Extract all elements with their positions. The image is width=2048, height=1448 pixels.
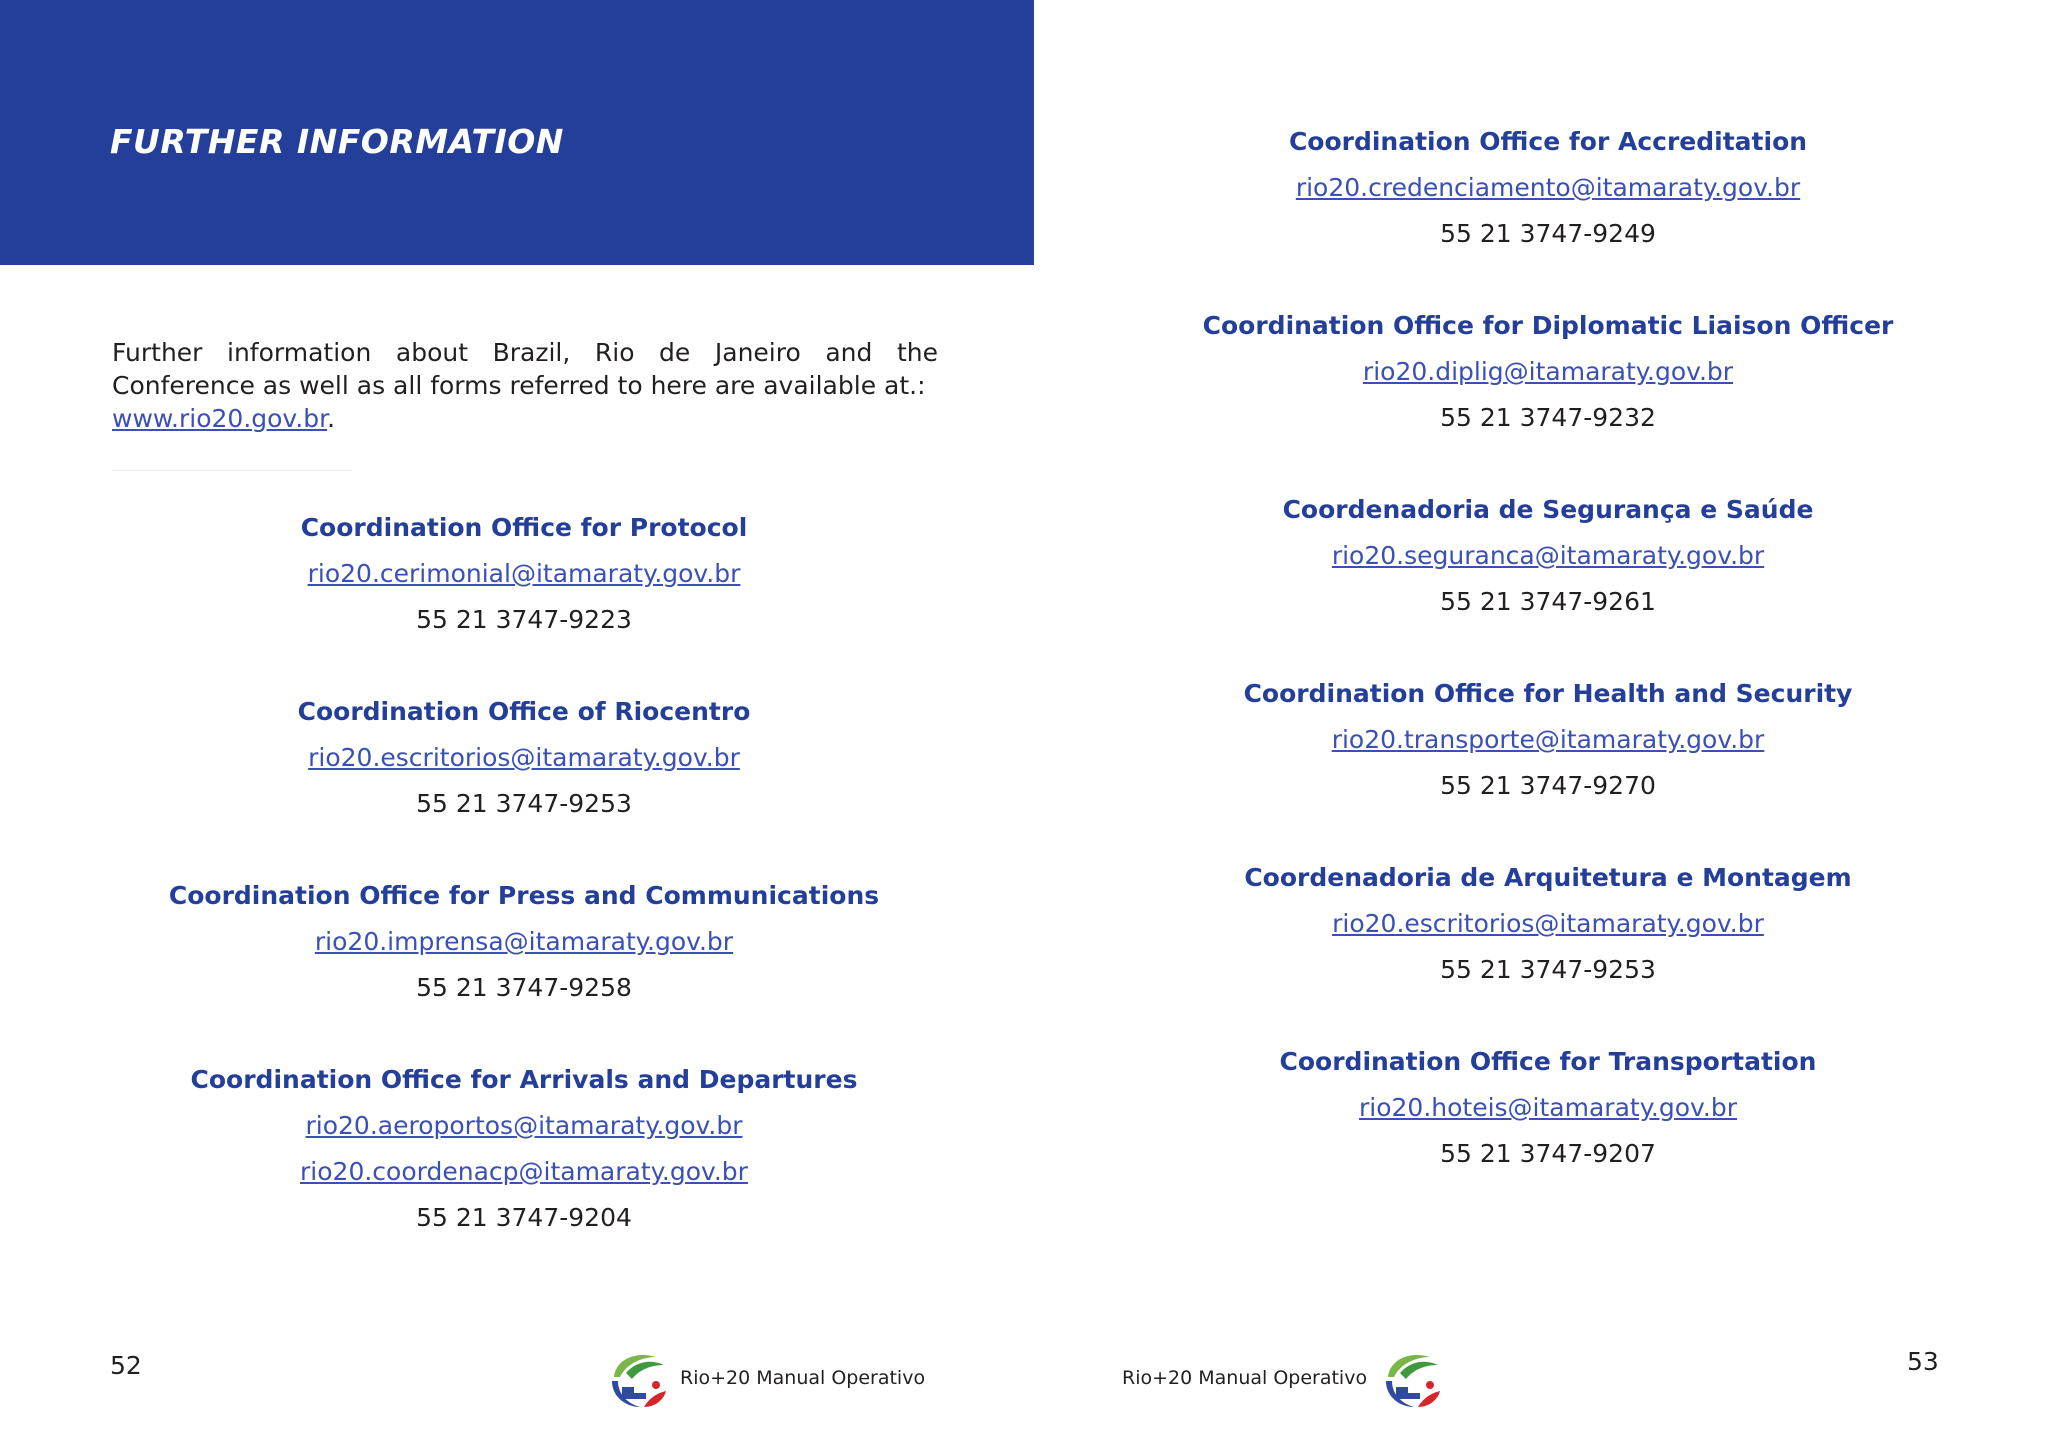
contact-title: Coordination Office for Arrivals and Departures [190, 1065, 858, 1094]
contact-phone: 55 21 3747-9204 [416, 1203, 632, 1232]
contact-arquitetura-montagem [524, 855, 2048, 993]
contact-email-link[interactable]: rio20.credenciamento@itamaraty.gov.br [1295, 173, 1801, 202]
contact-phone: 55 21 3747-9261 [1440, 587, 1656, 616]
footer-text: Rio+20 Manual Operativo [680, 1367, 926, 1389]
contact-diplomatic-liaison [524, 303, 2048, 441]
contact-title: Coordination Office for Protocol [300, 513, 748, 542]
contact-title: Coordenadoria de Segurança e Saúde [1282, 495, 1814, 524]
page-number: 52 [110, 1351, 142, 1380]
contact-phone: 55 21 3747-9253 [416, 789, 632, 818]
contact-title: Coordination Office for Transportation [1279, 1047, 1817, 1076]
contact-phone: 55 21 3747-9258 [416, 973, 632, 1002]
divider [112, 470, 352, 471]
contact-email-link[interactable]: rio20.coordenacp@itamaraty.gov.br [300, 1157, 748, 1186]
contact-transportation [524, 1039, 2048, 1177]
contact-title: Coordination Office for Accreditation [1288, 127, 1808, 156]
contact-phone: 55 21 3747-9249 [1440, 219, 1656, 248]
contact-phone: 55 21 3747-9223 [416, 605, 632, 634]
contact-email-link[interactable]: rio20.escritorios@itamaraty.gov.br [1332, 909, 1764, 938]
contact-email-link[interactable]: rio20.diplig@itamaraty.gov.br [1362, 357, 1734, 386]
contact-title: Coordination Office for Press and Communications [168, 881, 880, 910]
contact-title: Coordination Office for Health and Security [1243, 679, 1853, 708]
contact-email-link[interactable]: rio20.aeroportos@itamaraty.gov.br [305, 1111, 743, 1140]
contact-email-link[interactable]: rio20.transporte@itamaraty.gov.br [1331, 725, 1765, 754]
contact-phone: 55 21 3747-9270 [1440, 771, 1656, 800]
page-number: 53 [1907, 1347, 1939, 1376]
rio20-logo-icon [1380, 1347, 1444, 1411]
contact-seguranca-saude [524, 487, 2048, 625]
contact-email-link[interactable]: rio20.escritorios@itamaraty.gov.br [308, 743, 740, 772]
right-page [1024, 0, 2048, 1448]
section-title: FURTHER INFORMATION [110, 122, 564, 161]
contact-email-link[interactable]: rio20.seguranca@itamaraty.gov.br [1331, 541, 1765, 570]
contact-phone: 55 21 3747-9207 [1440, 1139, 1656, 1168]
intro-text: Further information about Brazil, Rio de Janeiro and the Conference as well as all forms referred to here are available at.: [112, 338, 938, 400]
contact-phone: 55 21 3747-9253 [1440, 955, 1656, 984]
contact-email-link[interactable]: rio20.cerimonial@itamaraty.gov.br [307, 559, 741, 588]
intro-end: . [327, 404, 336, 433]
contact-accreditation [524, 119, 2048, 257]
contact-title: Coordination Office for Diplomatic Liaison Officer [1202, 311, 1894, 340]
contact-title: Coordenadoria de Arquitetura e Montagem [1244, 863, 1852, 892]
footer-text: Rio+20 Manual Operativo [1122, 1367, 1368, 1389]
contact-email-link[interactable]: rio20.imprensa@itamaraty.gov.br [314, 927, 734, 956]
contact-email-link[interactable]: rio20.hoteis@itamaraty.gov.br [1358, 1093, 1737, 1122]
rio20-logo-icon [606, 1347, 670, 1411]
contact-title: Coordination Office of Riocentro [297, 697, 751, 726]
website-link[interactable]: www.rio20.gov.br [112, 404, 328, 433]
contact-health-security [524, 671, 2048, 809]
contact-phone: 55 21 3747-9232 [1440, 403, 1656, 432]
